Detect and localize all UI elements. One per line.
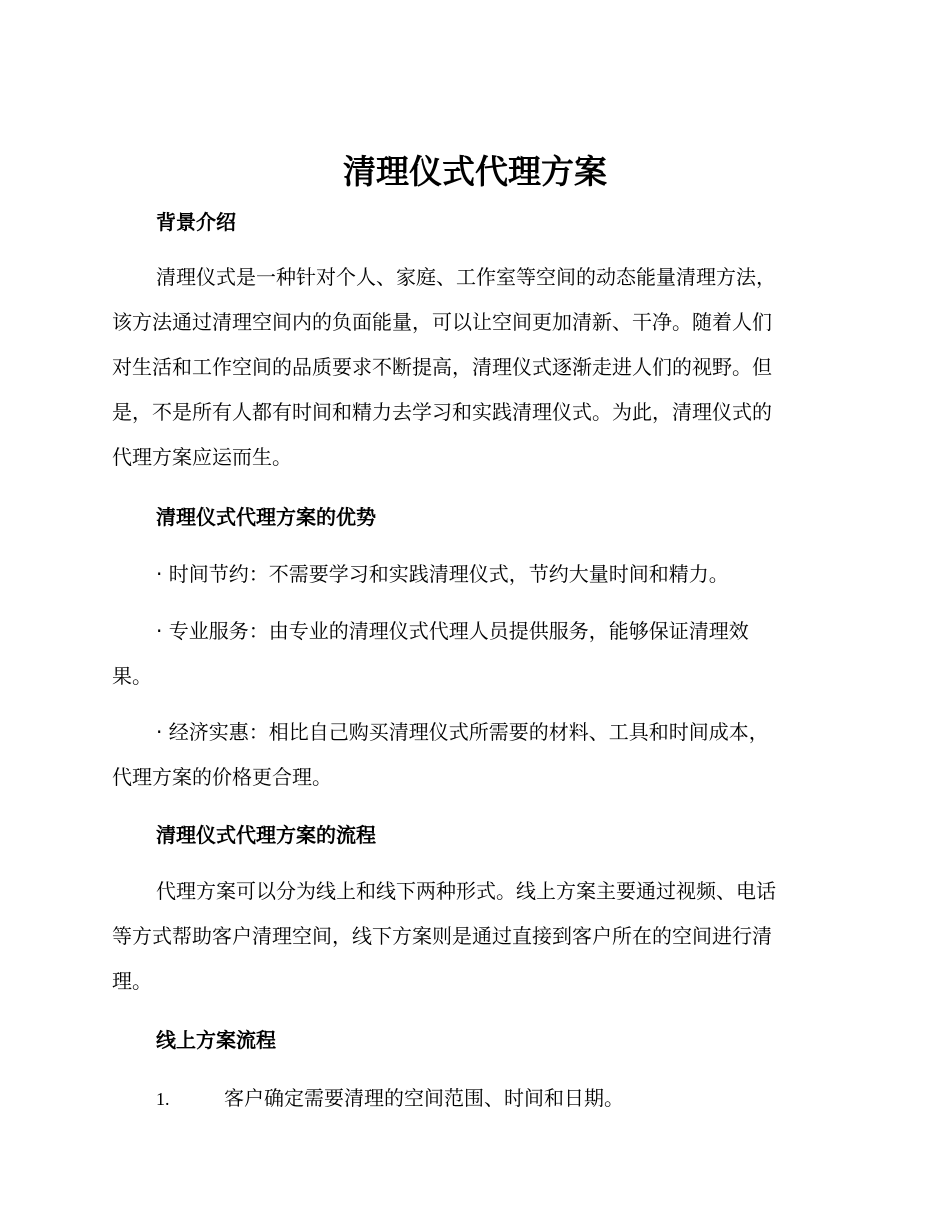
bullet-line: 代理方案的价格更合理。 bbox=[112, 765, 332, 789]
paragraph-line: 代理方案可以分为线上和线下两种形式。线上方案主要通过视频、电话 bbox=[156, 879, 776, 903]
list-item-number: 1. bbox=[156, 1089, 170, 1109]
list-item bbox=[156, 1083, 624, 1114]
paragraph-line: 代理方案应运而生。 bbox=[112, 445, 292, 469]
paragraph-line: 清理仪式是一种针对个人、家庭、工作室等空间的动态能量清理方法， bbox=[156, 265, 776, 289]
bullet-line: · 经济实惠：相比自己购买清理仪式所需要的材料、工具和时间成本， bbox=[156, 720, 769, 744]
paragraph-line: 等方式帮助客户清理空间，线下方案则是通过直接到客户所在的空间进行清 bbox=[112, 924, 772, 948]
paragraph-line: 理。 bbox=[112, 969, 152, 993]
paragraph-line: 对生活和工作空间的品质要求不断提高，清理仪式逐渐走进人们的视野。但 bbox=[112, 355, 772, 379]
paragraph-process bbox=[112, 869, 832, 1004]
paragraph-line: 该方法通过清理空间内的负面能量，可以让空间更加清新、干净。随着人们 bbox=[112, 310, 772, 334]
heading-online-process: 线上方案流程 bbox=[156, 1028, 276, 1052]
document-title: 清理仪式代理方案 bbox=[343, 152, 607, 191]
heading-advantages: 清理仪式代理方案的优势 bbox=[156, 505, 376, 529]
list-item-text: 客户确定需要清理的空间范围、时间和日期。 bbox=[224, 1086, 624, 1110]
advantage-time-saving bbox=[112, 552, 832, 597]
bullet-line: · 专业服务：由专业的清理仪式代理人员提供服务，能够保证清理效 bbox=[156, 619, 749, 643]
advantage-professional bbox=[112, 609, 832, 699]
bullet-line: · 时间节约：不需要学习和实践清理仪式，节约大量时间和精力。 bbox=[156, 562, 729, 586]
heading-process: 清理仪式代理方案的流程 bbox=[156, 823, 376, 847]
paragraph-background bbox=[112, 255, 832, 480]
advantage-economical bbox=[112, 710, 832, 800]
bullet-line: 果。 bbox=[112, 664, 152, 688]
paragraph-line: 是，不是所有人都有时间和精力去学习和实践清理仪式。为此，清理仪式的 bbox=[112, 400, 772, 424]
heading-background: 背景介绍 bbox=[156, 210, 236, 234]
